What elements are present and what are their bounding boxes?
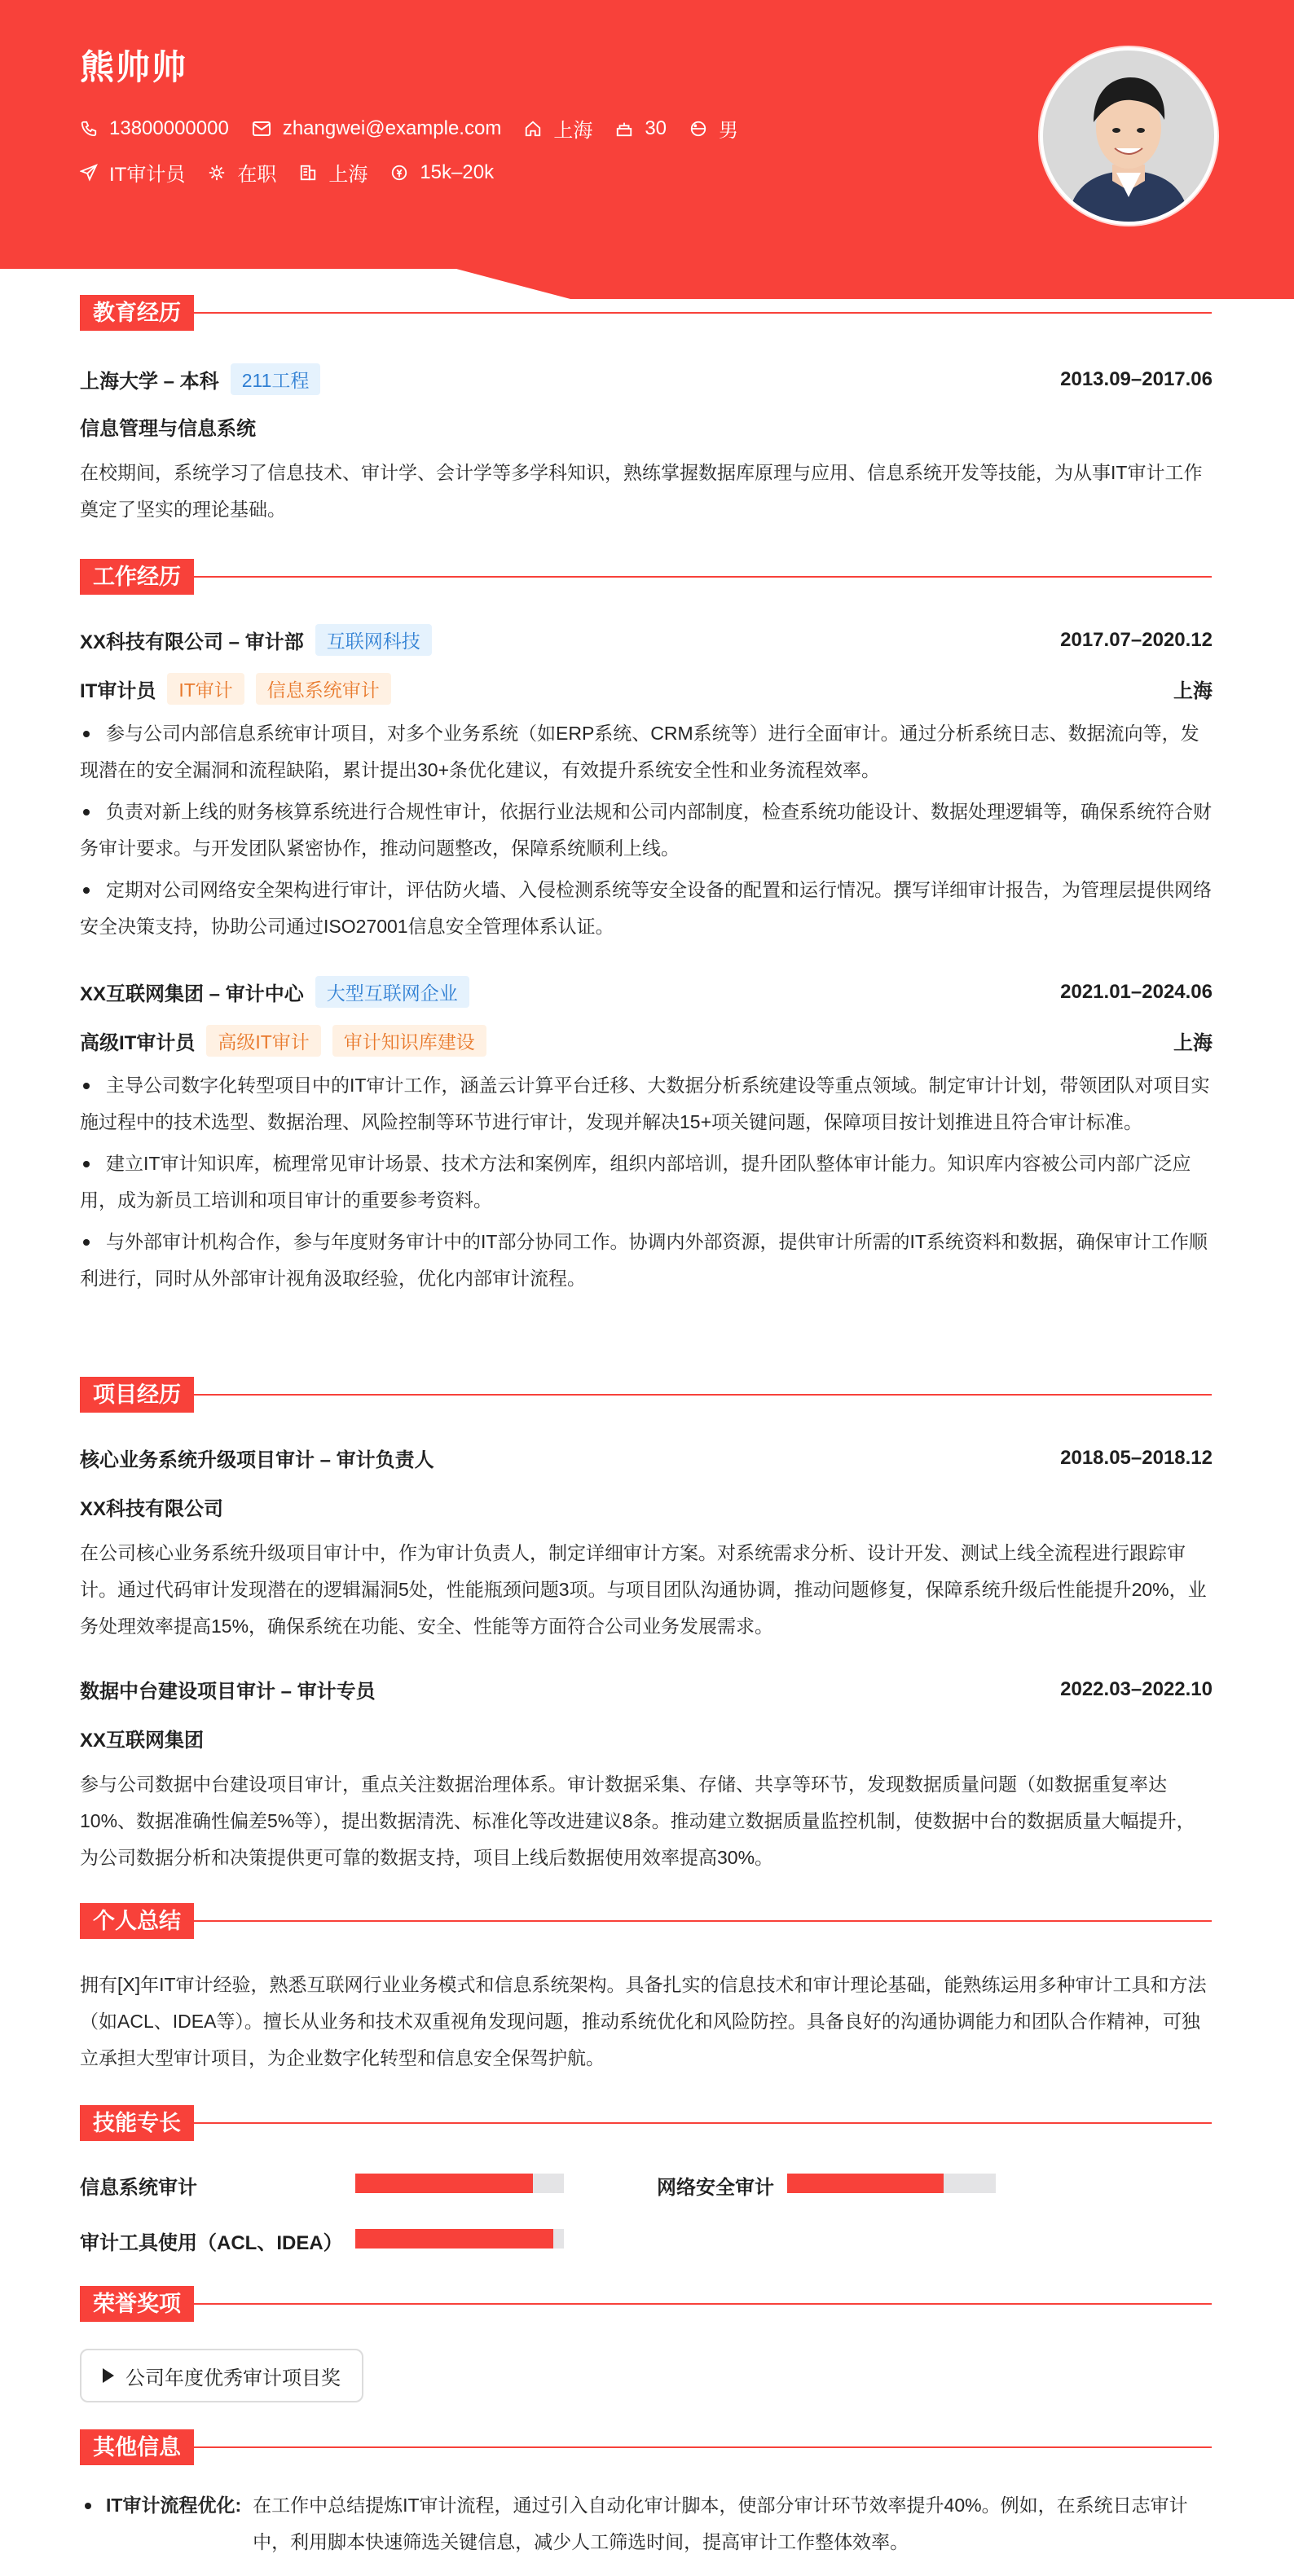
job-date: 2017.07–2020.12 bbox=[1060, 628, 1213, 651]
salary-item bbox=[390, 161, 494, 184]
play-icon bbox=[103, 2368, 114, 2383]
money-icon bbox=[390, 164, 408, 182]
project-1-header bbox=[80, 1444, 1213, 1472]
other-item bbox=[80, 2487, 1213, 2561]
list-item: 负责对新上线的财务核算系统进行合规性审计，依据行业法规和公司内部制度，检查系统功能设计、数据处理逻辑等，确保系统符合财务审计要求。与开发团队紧密协作，推动问题整改，保障系统顺利上线。 bbox=[80, 793, 1213, 867]
project-2-org bbox=[80, 1724, 1213, 1752]
section-skills-title: 技能专长 bbox=[80, 2105, 194, 2141]
job-role: IT审计员 bbox=[80, 680, 156, 702]
job-role-tag: 审计知识库建设 bbox=[332, 1025, 486, 1057]
city-item bbox=[299, 158, 368, 187]
skill-bar bbox=[355, 2174, 564, 2193]
project-name: 数据中台建设项目审计 – 审计专员 bbox=[80, 1681, 376, 1703]
section-divider bbox=[194, 2122, 1212, 2124]
project-date: 2022.03–2022.10 bbox=[1060, 1677, 1213, 1700]
job-company: XX互联网集团 – 审计中心 bbox=[80, 983, 304, 1005]
job-1-bullets bbox=[80, 715, 1213, 950]
job-2-bullets bbox=[80, 1067, 1213, 1302]
status-item bbox=[208, 158, 276, 187]
skill-bar bbox=[787, 2174, 996, 2193]
hometown-text: 上海 bbox=[553, 120, 593, 142]
skill-fill bbox=[355, 2174, 533, 2193]
job-row bbox=[80, 158, 517, 187]
project-org: XX互联网集团 bbox=[80, 1730, 205, 1752]
list-item: 定期对公司网络安全架构进行审计，评估防火墙、入侵检测系统等安全设备的配置和运行情况。撰写详细审计报告，为管理层提供网络安全决策支持，协助公司通过ISO27001信息安全管理体系认证。 bbox=[80, 872, 1213, 945]
project-1-description: 在公司核心业务系统升级项目审计中，作为审计负责人，制定详细审计方案。对系统需求分析、设计开发、测试上线全流程进行跟踪审计。通过代码审计发现潜在的逻辑漏洞5处，性能瓶颈问题3项。与项目团队沟通协调，推动问题修复，保障系统升级后性能提升20%，业务处理效率提高15%，确保系统在功能、安全、性能等方面符合公司业务发展需求。 bbox=[80, 1542, 1207, 1637]
phone-icon bbox=[80, 120, 98, 138]
gender-item bbox=[689, 114, 738, 143]
section-skills bbox=[80, 2105, 1212, 2141]
section-education bbox=[80, 295, 1212, 331]
education-row bbox=[80, 363, 1213, 395]
job-2-header bbox=[80, 976, 1213, 1008]
skill-fill bbox=[787, 2174, 944, 2193]
status-text: 在职 bbox=[237, 164, 277, 186]
section-education-title: 教育经历 bbox=[80, 295, 194, 331]
job-item bbox=[80, 158, 185, 187]
building-icon bbox=[299, 164, 317, 182]
age-text: 30 bbox=[645, 116, 667, 139]
section-divider bbox=[194, 2303, 1212, 2305]
summary-text: 拥有[X]年IT审计经验，熟悉互联网行业业务模式和信息系统架构。具备扎实的信息技术和审计理论基础，能熟练运用多种审计工具和方法（如ACL、IDEA等）。擅长从业务和技术双重视角发现问题，推动系统优化和风险防控。具备良好的沟通协调能力和团队合作精神，可独立承担大型审计项目，为企业数字化转型和信息安全保驾护航。 bbox=[80, 1974, 1207, 2068]
job-role-tag: 信息系统审计 bbox=[256, 673, 391, 705]
section-divider bbox=[194, 1920, 1212, 1922]
hometown-item bbox=[524, 114, 592, 143]
other-text: 在工作中总结提炼IT审计流程，通过引入自动化审计脚本，使部分审计环节效率提升40%。例如，在系统日志审计中，利用脚本快速筛选关键信息，减少人工筛选时间，提高审计工作整体效率。 bbox=[253, 2495, 1188, 2552]
skill-fill bbox=[355, 2229, 553, 2249]
project-2-header bbox=[80, 1675, 1213, 1703]
award-label: 公司年度优秀审计项目奖 bbox=[125, 2367, 341, 2389]
job-date: 2021.01–2024.06 bbox=[1060, 980, 1213, 1003]
section-other bbox=[80, 2429, 1212, 2465]
major-row bbox=[80, 412, 1213, 441]
section-work bbox=[80, 559, 1212, 595]
job-company-tag: 大型互联网企业 bbox=[315, 976, 469, 1008]
job-role-tag: 高级IT审计 bbox=[206, 1025, 320, 1057]
other-label: IT审计流程优化: bbox=[106, 2495, 242, 2516]
job-company: XX科技有限公司 – 审计部 bbox=[80, 631, 304, 653]
project-name: 核心业务系统升级项目审计 – 审计负责人 bbox=[80, 1449, 434, 1471]
project-date: 2018.05–2018.12 bbox=[1060, 1446, 1213, 1469]
section-awards-title: 荣誉奖项 bbox=[80, 2286, 194, 2322]
section-divider bbox=[194, 2446, 1212, 2448]
candidate-name: 熊帅帅 bbox=[80, 48, 188, 86]
project-org: XX科技有限公司 bbox=[80, 1498, 224, 1520]
job-text: IT审计员 bbox=[109, 164, 186, 186]
section-other-title: 其他信息 bbox=[80, 2429, 194, 2465]
city-text: 上海 bbox=[328, 164, 368, 186]
mail-icon bbox=[252, 121, 271, 137]
list-item: 与外部审计机构合作，参与年度财务审计中的IT部分协同工作。协调内外部资源，提供审计所需的IT系统资料和数据，确保审计工作顺利进行，同时从外部审计视角汲取经验，优化内部审计流程。 bbox=[80, 1224, 1213, 1297]
job-1-header bbox=[80, 624, 1213, 656]
send-icon bbox=[80, 164, 98, 182]
resume-header bbox=[0, 0, 1294, 301]
job-2-role bbox=[80, 1025, 1213, 1057]
job-location: 上海 bbox=[1173, 680, 1213, 702]
school-name: 上海大学 – 本科 bbox=[80, 371, 219, 393]
education-description: 在校期间，系统学习了信息技术、审计学、会计学等多学科知识，熟练掌握数据库原理与应用、信息系统开发等技能，为从事IT审计工作奠定了坚实的理论基础。 bbox=[80, 462, 1203, 520]
section-projects bbox=[80, 1377, 1212, 1413]
skill-bar bbox=[355, 2229, 564, 2249]
section-divider bbox=[194, 1394, 1212, 1396]
skill-name: 网络安全审计 bbox=[657, 2177, 774, 2199]
section-divider bbox=[194, 312, 1212, 314]
list-item: 参与公司内部信息系统审计项目，对多个业务系统（如ERP系统、CRM系统等）进行全面审计。通过分析系统日志、数据流向等，发现潜在的安全漏洞和流程缺陷，累计提出30+条优化建议，有效提升系统安全性和业务流程效率。 bbox=[80, 715, 1213, 789]
avatar bbox=[1040, 47, 1217, 225]
job-location: 上海 bbox=[1173, 1032, 1213, 1054]
home-icon bbox=[524, 120, 542, 138]
email-text: zhangwei@example.com bbox=[282, 116, 502, 139]
gear-icon bbox=[208, 164, 226, 182]
gender-text: 男 bbox=[719, 120, 739, 142]
job-company-tag: 互联网科技 bbox=[315, 624, 432, 656]
section-work-title: 工作经历 bbox=[80, 559, 194, 595]
major-name: 信息管理与信息系统 bbox=[80, 418, 256, 440]
gender-icon bbox=[689, 120, 707, 138]
project-2-description: 参与公司数据中台建设项目审计，重点关注数据治理体系。审计数据采集、存储、共享等环节，发现数据质量问题（如数据重复率达10%、数据准确性偏差5%等），提出数据清洗、标准化等改进建议8条。推动建立数据质量监控机制，使数据中台的数据质量大幅提升，为公司数据分析和决策提供更可靠的数据支持，项目上线后数据使用效率提高30%。 bbox=[80, 1774, 1195, 1868]
job-1-role bbox=[80, 673, 1213, 705]
job-role: 高级IT审计员 bbox=[80, 1032, 196, 1054]
project-1-org bbox=[80, 1492, 1213, 1521]
school-tag: 211工程 bbox=[231, 363, 321, 395]
contact-row bbox=[80, 114, 761, 143]
list-item: 建立IT审计知识库，梳理常见审计场景、技术方法和案例库，组织内部培训，提升团队整体审计能力。知识库内容被公司内部广泛应用，成为新员工培训和项目审计的重要参考资料。 bbox=[80, 1145, 1213, 1219]
skill-name: 审计工具使用（ACL、IDEA） bbox=[80, 2232, 343, 2254]
section-projects-title: 项目经历 bbox=[80, 1377, 194, 1413]
phone-item bbox=[80, 117, 229, 140]
education-date: 2013.09–2017.06 bbox=[1060, 367, 1213, 390]
age-item bbox=[615, 117, 667, 140]
section-summary-title: 个人总结 bbox=[80, 1903, 194, 1939]
phone-text: 13800000000 bbox=[109, 116, 229, 139]
avatar-portrait bbox=[1043, 51, 1214, 222]
award-item[interactable] bbox=[80, 2349, 363, 2402]
job-role-tag: IT审计 bbox=[167, 673, 244, 705]
cake-icon bbox=[615, 120, 633, 138]
bullet-dot bbox=[85, 2503, 91, 2509]
salary-text: 15k–20k bbox=[420, 160, 495, 183]
list-item: 主导公司数字化转型项目中的IT审计工作，涵盖云计算平台迁移、大数据分析系统建设等重点领域。制定审计计划，带领团队对项目实施过程中的技术选型、数据治理、风险控制等环节进行审计，发现并解决15+项关键问题，保障项目按计划推进且符合审计标准。 bbox=[80, 1067, 1213, 1141]
section-awards bbox=[80, 2286, 1212, 2322]
section-summary bbox=[80, 1903, 1212, 1939]
section-divider bbox=[194, 576, 1212, 578]
email-item bbox=[252, 117, 502, 140]
skill-name: 信息系统审计 bbox=[80, 2177, 197, 2199]
